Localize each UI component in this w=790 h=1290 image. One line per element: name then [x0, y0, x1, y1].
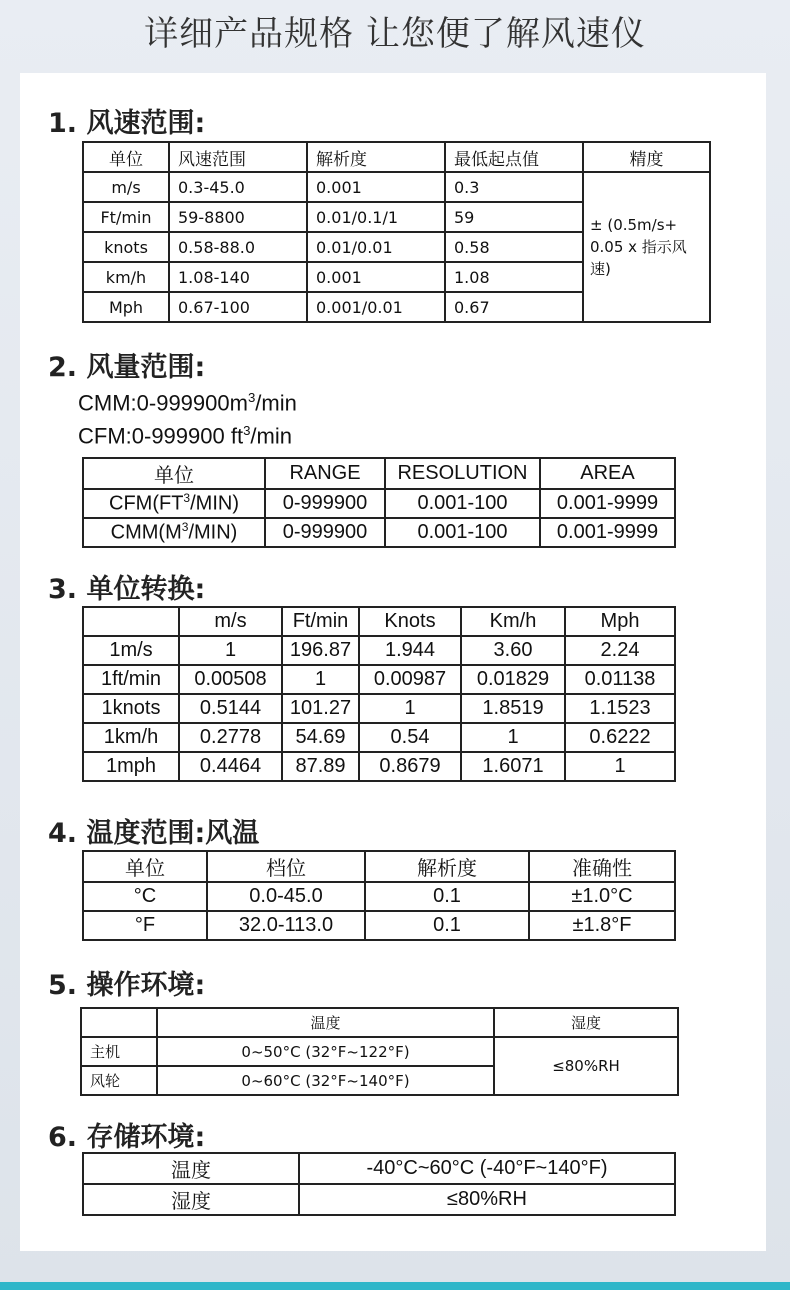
area-cell: 0.001-9999 — [540, 489, 675, 518]
resolution-cell: 0.001-100 — [385, 518, 540, 547]
value-cell: 0.01138 — [565, 665, 675, 694]
value-cell: 196.87 — [282, 636, 359, 665]
table-row — [83, 723, 675, 752]
header-cell: 单位 — [83, 142, 169, 172]
header-cell: 单位 — [83, 851, 207, 882]
resolution-cell: 0.1 — [365, 882, 529, 911]
table-row — [83, 694, 675, 723]
superscript: 3 — [183, 491, 191, 506]
value-cell: 0.00987 — [359, 665, 461, 694]
range-cell: 0-999900 — [265, 518, 385, 547]
header-cell: RESOLUTION — [385, 458, 540, 489]
table-row — [83, 752, 675, 781]
table-row — [83, 911, 675, 940]
header-cell: 温度 — [157, 1008, 494, 1037]
cmm-range-line — [78, 390, 297, 416]
section-3-title: 3. 单位转换: — [48, 574, 206, 605]
row-label-cell: 1m/s — [83, 636, 179, 665]
resolution-cell: 0.01/0.1/1 — [307, 202, 445, 232]
resolution-cell: 0.001-100 — [385, 489, 540, 518]
range-cell: 1.08-140 — [169, 262, 307, 292]
cmm-range-text: CMM:0-999900m — [78, 390, 248, 416]
table-header-row — [83, 142, 710, 172]
header-cell: 解析度 — [307, 142, 445, 172]
header-cell: Km/h — [461, 607, 565, 636]
air-volume-table — [82, 457, 676, 548]
value-cell: 1.6071 — [461, 752, 565, 781]
value-cell: 0.5144 — [179, 694, 282, 723]
header-cell: 准确性 — [529, 851, 675, 882]
table-row — [83, 172, 710, 202]
value-cell: 1 — [565, 752, 675, 781]
value-cell: 1.8519 — [461, 694, 565, 723]
value-cell: 1 — [282, 665, 359, 694]
superscript: 3 — [181, 520, 189, 535]
value-cell: 54.69 — [282, 723, 359, 752]
range-cell: 0-999900 — [265, 489, 385, 518]
area-cell: 0.001-9999 — [540, 518, 675, 547]
value-cell: 1 — [461, 723, 565, 752]
humidity-cell: ≤80%RH — [494, 1037, 678, 1095]
row-label-cell: 主机 — [81, 1037, 157, 1066]
table-header-row — [83, 458, 675, 489]
unit-cell: Mph — [83, 292, 169, 322]
spec-card — [20, 73, 766, 1251]
unit-text: CMM(M — [110, 521, 182, 544]
value-cell: 1.944 — [359, 636, 461, 665]
row-label-cell: 1km/h — [83, 723, 179, 752]
table-row — [83, 518, 675, 547]
unit-cell: °F — [83, 911, 207, 940]
range-cell: 32.0-113.0 — [207, 911, 365, 940]
header-cell: 单位 — [83, 458, 265, 489]
table-row — [83, 665, 675, 694]
resolution-cell: 0.001 — [307, 172, 445, 202]
value-cell: 2.24 — [565, 636, 675, 665]
resolution-cell: 0.1 — [365, 911, 529, 940]
resolution-cell: 0.01/0.01 — [307, 232, 445, 262]
table-header-row — [83, 607, 675, 636]
table-header-row — [83, 851, 675, 882]
unit-text: /MIN) — [190, 492, 239, 515]
table-row — [83, 636, 675, 665]
resolution-cell: 0.001/0.01 — [307, 292, 445, 322]
unit-cell: km/h — [83, 262, 169, 292]
min-value-cell: 0.58 — [445, 232, 583, 262]
unit-text: CFM(FT — [109, 492, 184, 515]
header-cell: 最低起点值 — [445, 142, 583, 172]
value-cell: 0.01829 — [461, 665, 565, 694]
row-label-cell: 风轮 — [81, 1066, 157, 1095]
min-value-cell: 59 — [445, 202, 583, 232]
unit-cell: m/s — [83, 172, 169, 202]
unit-suffix: /min — [250, 423, 292, 449]
value-cell: 3.60 — [461, 636, 565, 665]
storage-environment-table — [82, 1152, 676, 1216]
value-cell: 101.27 — [282, 694, 359, 723]
header-cell: 湿度 — [494, 1008, 678, 1037]
section-1-title: 1. 风速范围: — [48, 108, 206, 139]
table-row — [83, 1184, 675, 1215]
value-cell: -40°C~60°C (-40°F~140°F) — [299, 1153, 675, 1184]
cfm-range-line — [78, 423, 292, 449]
section-2-title: 2. 风量范围: — [48, 352, 206, 383]
header-cell: m/s — [179, 607, 282, 636]
range-cell: 59-8800 — [169, 202, 307, 232]
resolution-cell: 0.001 — [307, 262, 445, 292]
header-cell: 解析度 — [365, 851, 529, 882]
superscript: 3 — [243, 423, 251, 438]
row-label-cell: 温度 — [83, 1153, 299, 1184]
unit-suffix: /min — [255, 390, 297, 416]
header-cell: AREA — [540, 458, 675, 489]
cfm-range-text: CFM:0-999900 ft — [78, 423, 244, 449]
table-header-row — [81, 1008, 678, 1037]
header-cell: RANGE — [265, 458, 385, 489]
header-cell: Ft/min — [282, 607, 359, 636]
min-value-cell: 0.3 — [445, 172, 583, 202]
section-4-title: 4. 温度范围:风温 — [48, 818, 260, 849]
header-cell — [81, 1008, 157, 1037]
page-title: 详细产品规格 让您便了解风速仪 — [144, 14, 646, 54]
value-cell: 1 — [179, 636, 282, 665]
table-row — [83, 882, 675, 911]
range-cell: 0.67-100 — [169, 292, 307, 322]
row-label-cell: 1ft/min — [83, 665, 179, 694]
value-cell: 0.6222 — [565, 723, 675, 752]
range-cell: 0.3-45.0 — [169, 172, 307, 202]
value-cell: 1.1523 — [565, 694, 675, 723]
accuracy-cell: ±1.0°C — [529, 882, 675, 911]
value-cell: 1 — [359, 694, 461, 723]
header-cell: Mph — [565, 607, 675, 636]
unit-text: /MIN) — [188, 521, 238, 544]
value-cell: 87.89 — [282, 752, 359, 781]
row-label-cell: 湿度 — [83, 1184, 299, 1215]
row-label-cell: 1mph — [83, 752, 179, 781]
unit-cell — [83, 489, 265, 518]
header-cell: 档位 — [207, 851, 365, 882]
header-cell: Knots — [359, 607, 461, 636]
value-cell: 0.54 — [359, 723, 461, 752]
unit-cell — [83, 518, 265, 547]
unit-cell: Ft/min — [83, 202, 169, 232]
value-cell: 0.4464 — [179, 752, 282, 781]
header-cell — [83, 607, 179, 636]
value-cell: 0.8679 — [359, 752, 461, 781]
bottom-accent-bar — [0, 1282, 790, 1290]
table-row — [83, 489, 675, 518]
superscript: 3 — [247, 390, 256, 405]
table-row — [83, 1153, 675, 1184]
row-label-cell: 1knots — [83, 694, 179, 723]
header-cell: 精度 — [583, 142, 710, 172]
unit-cell: knots — [83, 232, 169, 262]
header-cell: 风速范围 — [169, 142, 307, 172]
unit-conversion-table — [82, 606, 676, 782]
temperature-cell: 0~50°C (32°F~122°F) — [157, 1037, 494, 1066]
value-cell: ≤80%RH — [299, 1184, 675, 1215]
section-6-title: 6. 存储环境: — [48, 1122, 206, 1153]
min-value-cell: 0.67 — [445, 292, 583, 322]
min-value-cell: 1.08 — [445, 262, 583, 292]
range-cell: 0.0-45.0 — [207, 882, 365, 911]
unit-cell: °C — [83, 882, 207, 911]
temperature-cell: 0~60°C (32°F~140°F) — [157, 1066, 494, 1095]
section-5-title: 5. 操作环境: — [48, 970, 206, 1001]
temperature-table — [82, 850, 676, 941]
table-row — [81, 1037, 678, 1066]
accuracy-cell: ± (0.5m/s+ 0.05 x 指示风速) — [583, 172, 710, 322]
wind-speed-table — [82, 141, 711, 323]
range-cell: 0.58-88.0 — [169, 232, 307, 262]
accuracy-cell: ±1.8°F — [529, 911, 675, 940]
operating-environment-table — [80, 1007, 679, 1096]
value-cell: 0.2778 — [179, 723, 282, 752]
value-cell: 0.00508 — [179, 665, 282, 694]
